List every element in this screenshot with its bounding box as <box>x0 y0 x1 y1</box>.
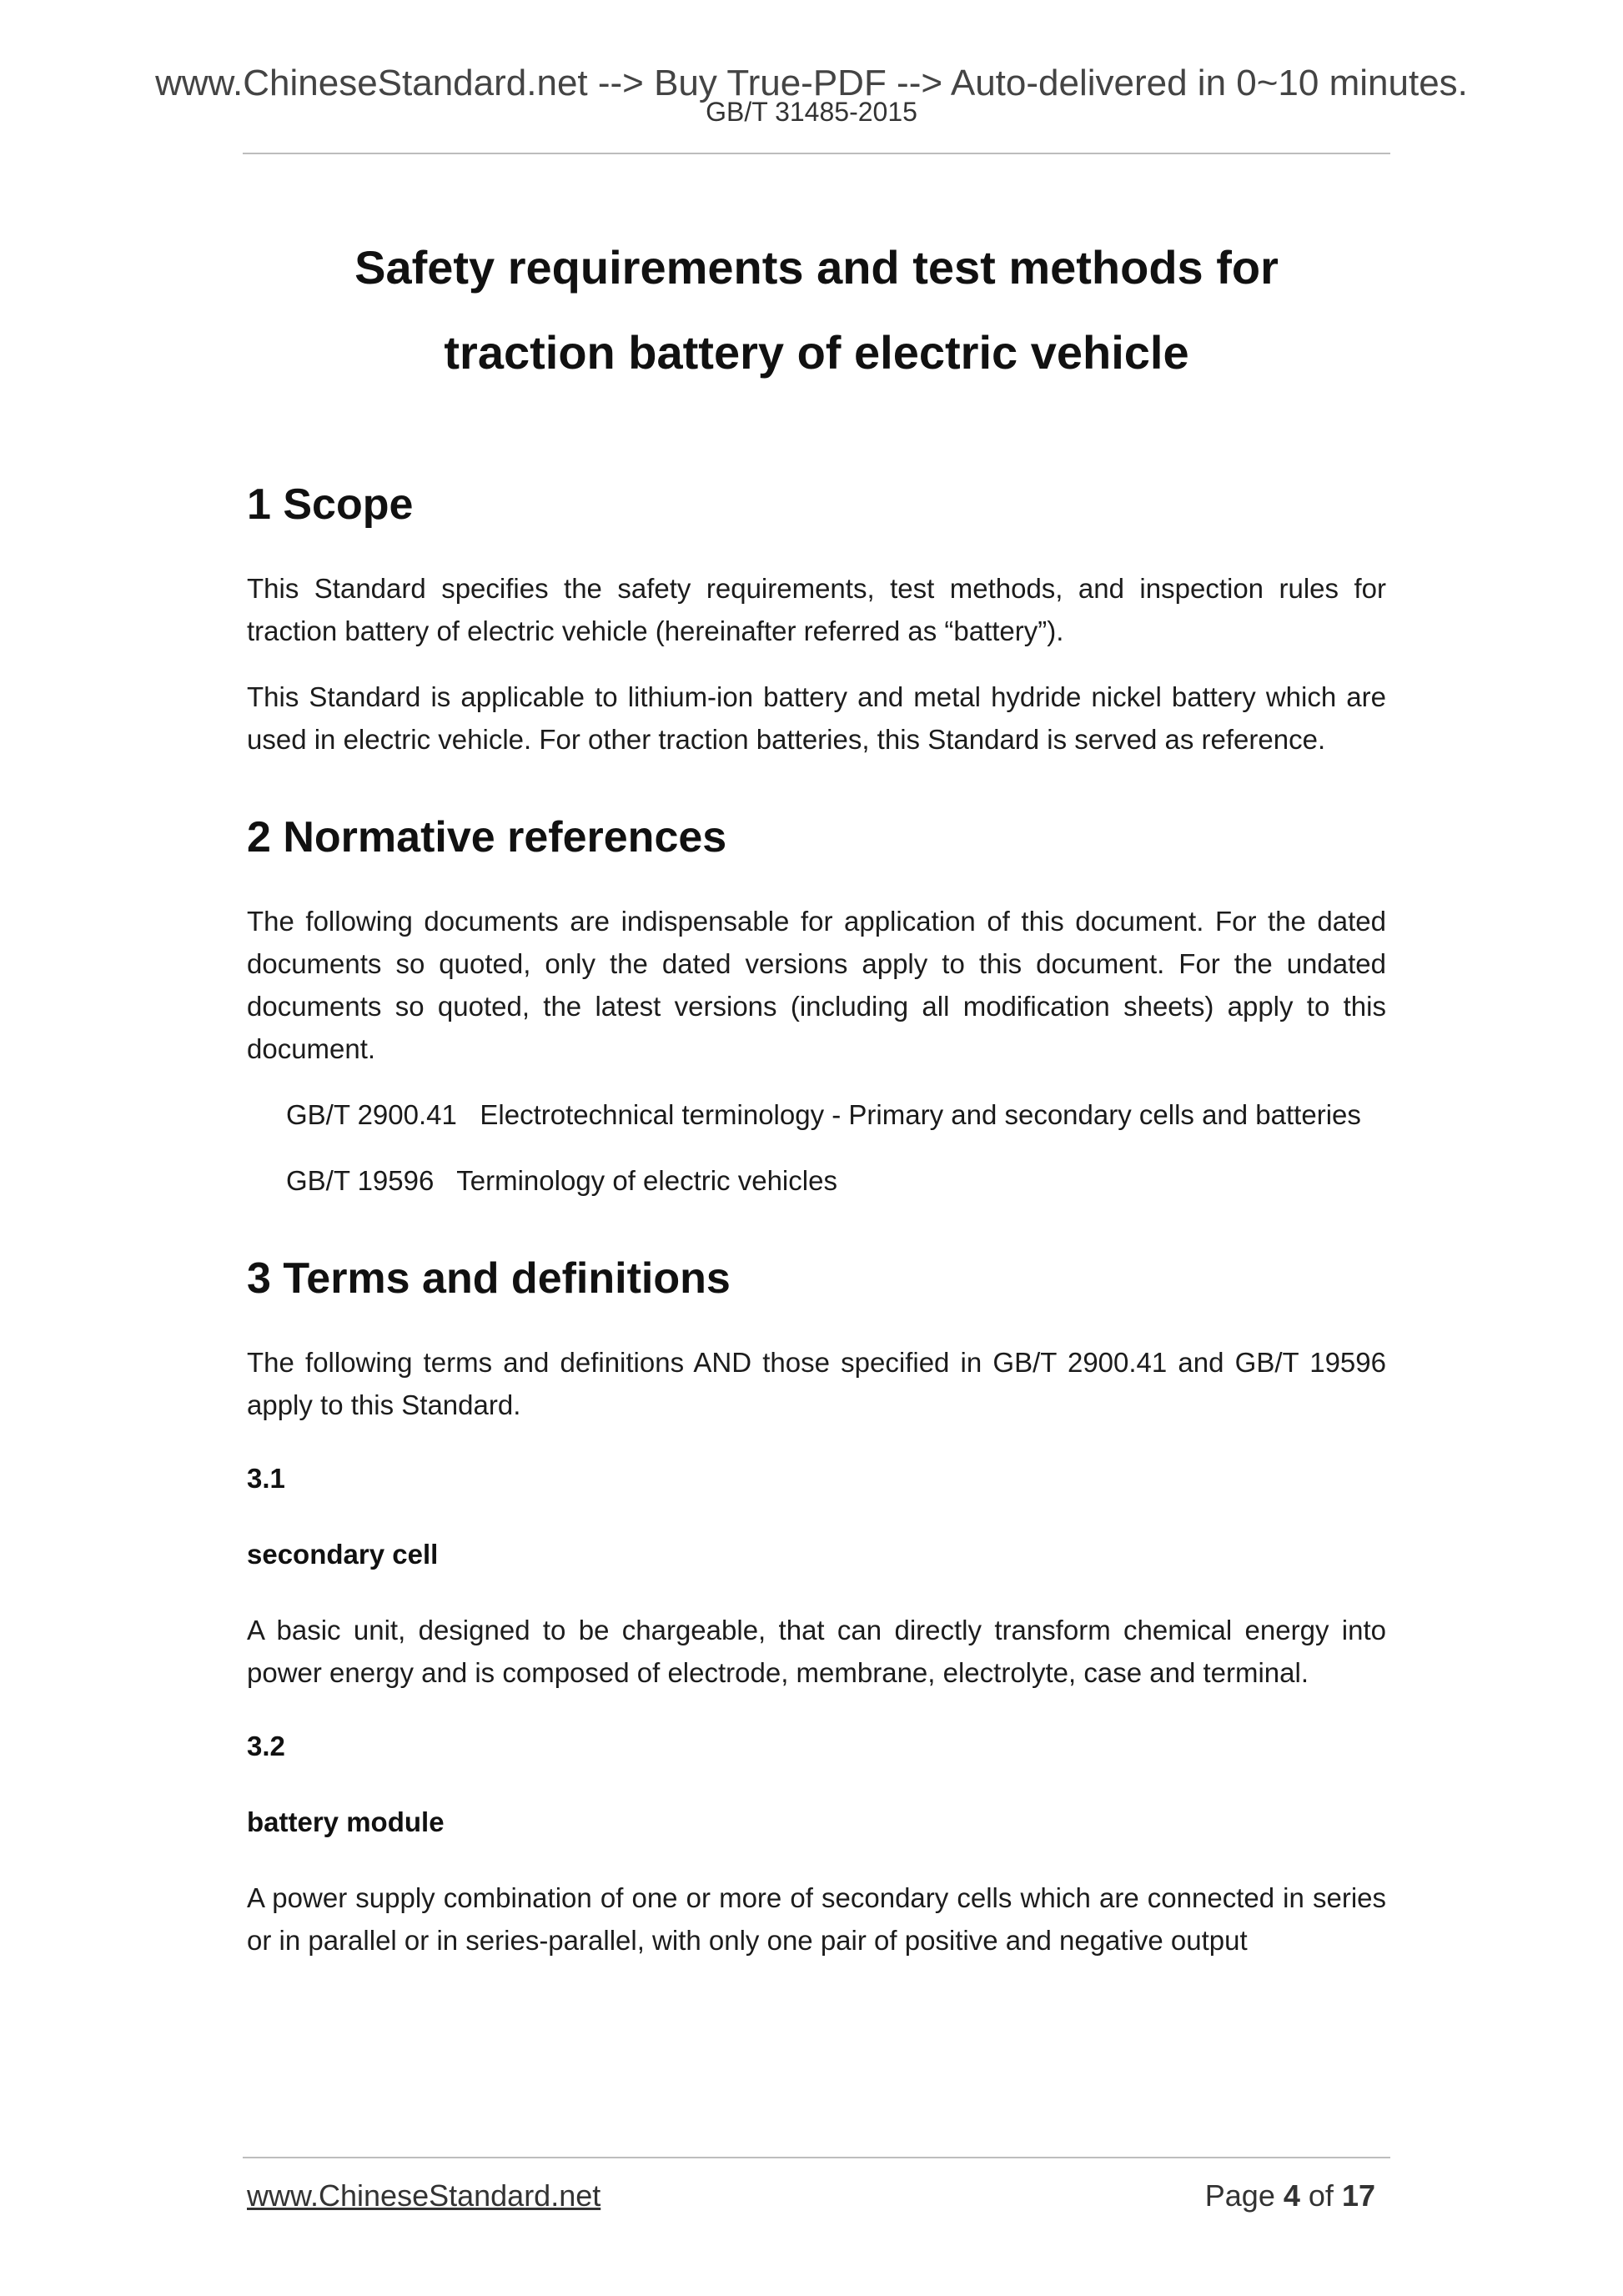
section-1-heading: 1 Scope <box>247 480 414 529</box>
section-3-heading: 3 Terms and definitions <box>247 1254 731 1303</box>
section-2-heading: 2 Normative references <box>247 813 727 862</box>
header-divider <box>243 153 1390 154</box>
page-of: of <box>1308 2178 1334 2213</box>
reference-title: Electrotechnical terminology - Primary and secondary cells and batteries <box>480 1099 1361 1130</box>
standard-code: GB/T 31485-2015 <box>706 97 917 127</box>
term-definition: A basic unit, designed to be chargeable, that can directly transform chemical energy into power energy and is composed of electrode, membrane, electrolyte, case and terminal. <box>247 1615 1386 1688</box>
term-name: battery module <box>247 1806 445 1837</box>
document-body <box>247 225 1386 1962</box>
footer-divider <box>243 2157 1390 2158</box>
page-current: 4 <box>1283 2178 1300 2213</box>
document-title <box>247 225 1386 395</box>
reference-item <box>286 1093 1386 1136</box>
page-prefix: Page <box>1204 2178 1275 2213</box>
page-total: 17 <box>1341 2178 1375 2213</box>
terms-intro-paragraph: The following terms and definitions AND those specified in GB/T 2900.41 and GB/T 19596 apply to this Standard. <box>247 1347 1386 1420</box>
scope-paragraph-2: This Standard is applicable to lithium-ion battery and metal hydride nickel battery which are used in electric vehicle. For other traction batteries, this Standard is served as reference. <box>247 681 1386 755</box>
top-banner: www.ChineseStandard.net --> Buy True-PDF --> Auto-delivered in 0~10 minutes. <box>155 63 1468 103</box>
reference-code: GB/T 19596 <box>286 1165 435 1196</box>
title-line-1: Safety requirements and test methods for <box>354 241 1279 294</box>
term-number: 3.1 <box>247 1463 285 1494</box>
reference-title: Terminology of electric vehicles <box>456 1165 837 1196</box>
reference-code: GB/T 2900.41 <box>286 1099 457 1130</box>
page-indicator <box>1204 2178 1375 2213</box>
footer-website-link[interactable]: www.ChineseStandard.net <box>247 2178 601 2213</box>
references-paragraph: The following documents are indispensable for application of this document. For the dated documents so quoted, only the dated versions apply to this document. For the undated documents so quoted, the latest versions (including all modification sheets) apply to this document. <box>247 906 1386 1064</box>
title-line-2: traction battery of electric vehicle <box>444 326 1189 379</box>
term-name: secondary cell <box>247 1539 439 1570</box>
term-definition: A power supply combination of one or more of secondary cells which are connected in series or in parallel or in series-parallel, with only one pair of positive and negative output <box>247 1882 1386 1956</box>
scope-paragraph-1: This Standard specifies the safety requirements, test methods, and inspection rules for traction battery of electric vehicle (hereinafter referred as “battery”). <box>247 573 1386 646</box>
reference-item <box>286 1159 1386 1202</box>
term-number: 3.2 <box>247 1731 285 1761</box>
